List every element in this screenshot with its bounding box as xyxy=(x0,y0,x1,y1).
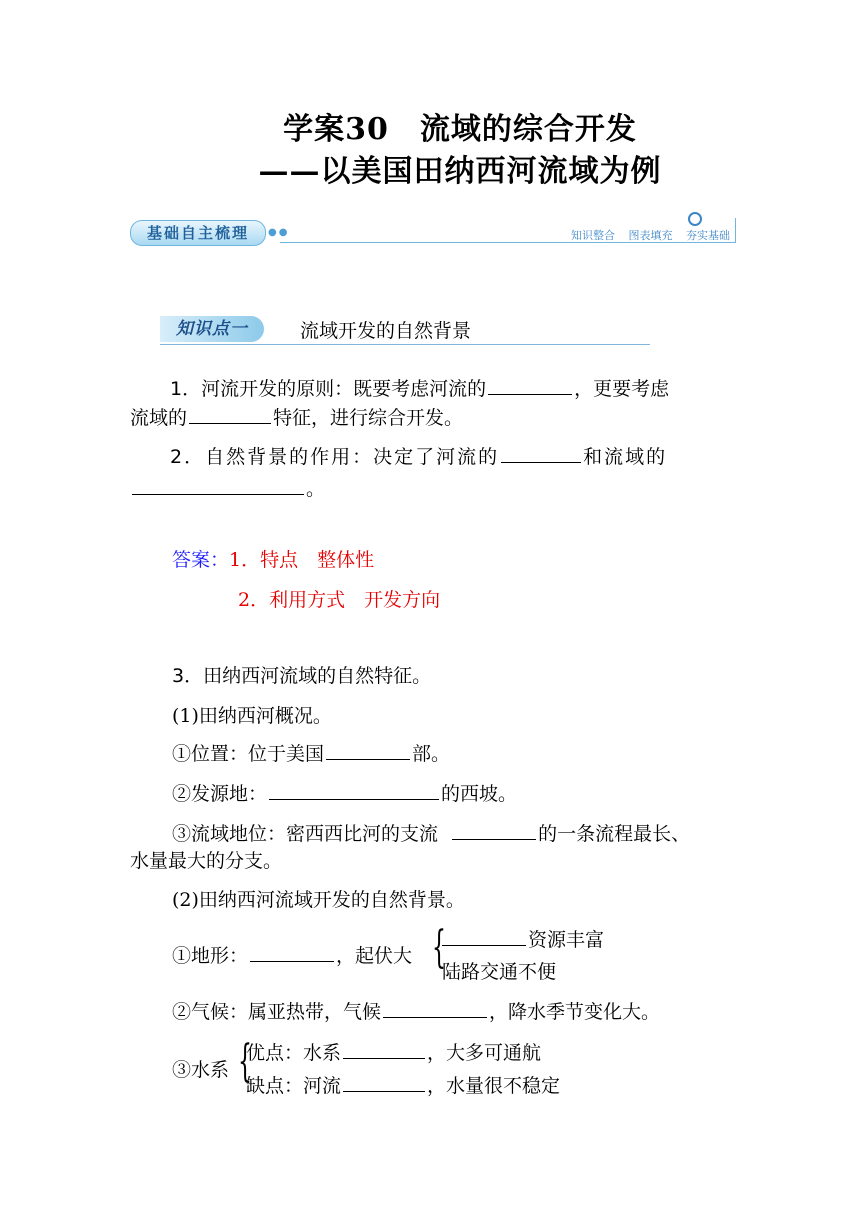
blank xyxy=(452,819,536,840)
answer-1: 1．特点 整体性 xyxy=(229,549,375,571)
question-2-line2: 。 xyxy=(130,474,325,504)
question-2-label: 2．自然背景的作用 xyxy=(170,446,353,468)
water-advantage: 优点：水系 ，大多可通航 xyxy=(246,1038,541,1068)
dots-icon: ●● xyxy=(268,227,290,238)
blank xyxy=(132,474,304,495)
blank xyxy=(189,403,271,424)
blank xyxy=(343,1071,425,1092)
sub-heading-1: (1)田纳西河概况。 xyxy=(172,705,332,727)
knowledge-point-title: 流域开发的自然背景 xyxy=(300,320,472,342)
basin-line2: 水量最大的分支。 xyxy=(130,850,283,872)
brace-icon: { xyxy=(432,922,446,973)
blank xyxy=(488,374,572,395)
blank xyxy=(442,925,526,946)
blank xyxy=(326,739,410,760)
basin-line1: ③流域地位：密西西比河的支流 的一条流程最长、 xyxy=(172,819,690,849)
answer-label: 答案： xyxy=(172,549,230,571)
terrain-top: 资源丰富 xyxy=(440,925,604,955)
terrain-line: ①地形： ，起伏大 xyxy=(172,941,412,971)
blank xyxy=(501,442,581,463)
terrain-bottom: 陆路交通不便 xyxy=(442,961,557,983)
banner-right-text: 知识整合 图表填充 夯实基础 xyxy=(571,229,730,242)
knowledge-point-header xyxy=(160,310,650,345)
source-line: ②发源地： 的西坡。 xyxy=(172,779,517,809)
circle-icon xyxy=(688,212,702,226)
climate-line: ②气候：属亚热带，气候 ，降水季节变化大。 xyxy=(172,997,660,1027)
question-1-line1: 1．河流开发的原则：既要考虑河流的 ，更要考虑 xyxy=(170,374,669,404)
answer-line1 xyxy=(172,545,374,575)
section-banner xyxy=(130,220,736,246)
question-3-heading: 3．田纳西河流域的自然特征。 xyxy=(172,665,432,687)
page-title: 学案30 流域的综合开发 xyxy=(283,112,637,147)
sub-heading-2: (2)田纳西河流域开发的自然背景。 xyxy=(172,889,465,911)
page-subtitle: ——以美国田纳西河流域为例 xyxy=(258,154,662,189)
water-disadvantage: 缺点：河流 ，水量很不稳定 xyxy=(246,1071,560,1101)
answer-2: 2．利用方式 开发方向 xyxy=(238,589,441,611)
location-line: ①位置：位于美国 部。 xyxy=(172,739,450,769)
blank xyxy=(343,1038,425,1059)
blank xyxy=(269,779,439,800)
knowledge-point-tag: 知识点一 xyxy=(160,316,264,342)
banner-vertical-divider xyxy=(735,218,736,242)
banner-tag: 基础自主梳理 xyxy=(130,220,266,246)
question-2-line1: 2．自然背景的作用：决定了河流的 和流域的 xyxy=(170,442,667,472)
blank xyxy=(383,997,487,1018)
question-1-label: 1．河流开发的原则 xyxy=(170,378,335,400)
water-label: ③水系 xyxy=(172,1059,230,1081)
question-1-line2: 流域的 特征，进行综合开发。 xyxy=(130,403,463,433)
blank xyxy=(250,941,334,962)
brace-icon: { xyxy=(238,1036,252,1087)
